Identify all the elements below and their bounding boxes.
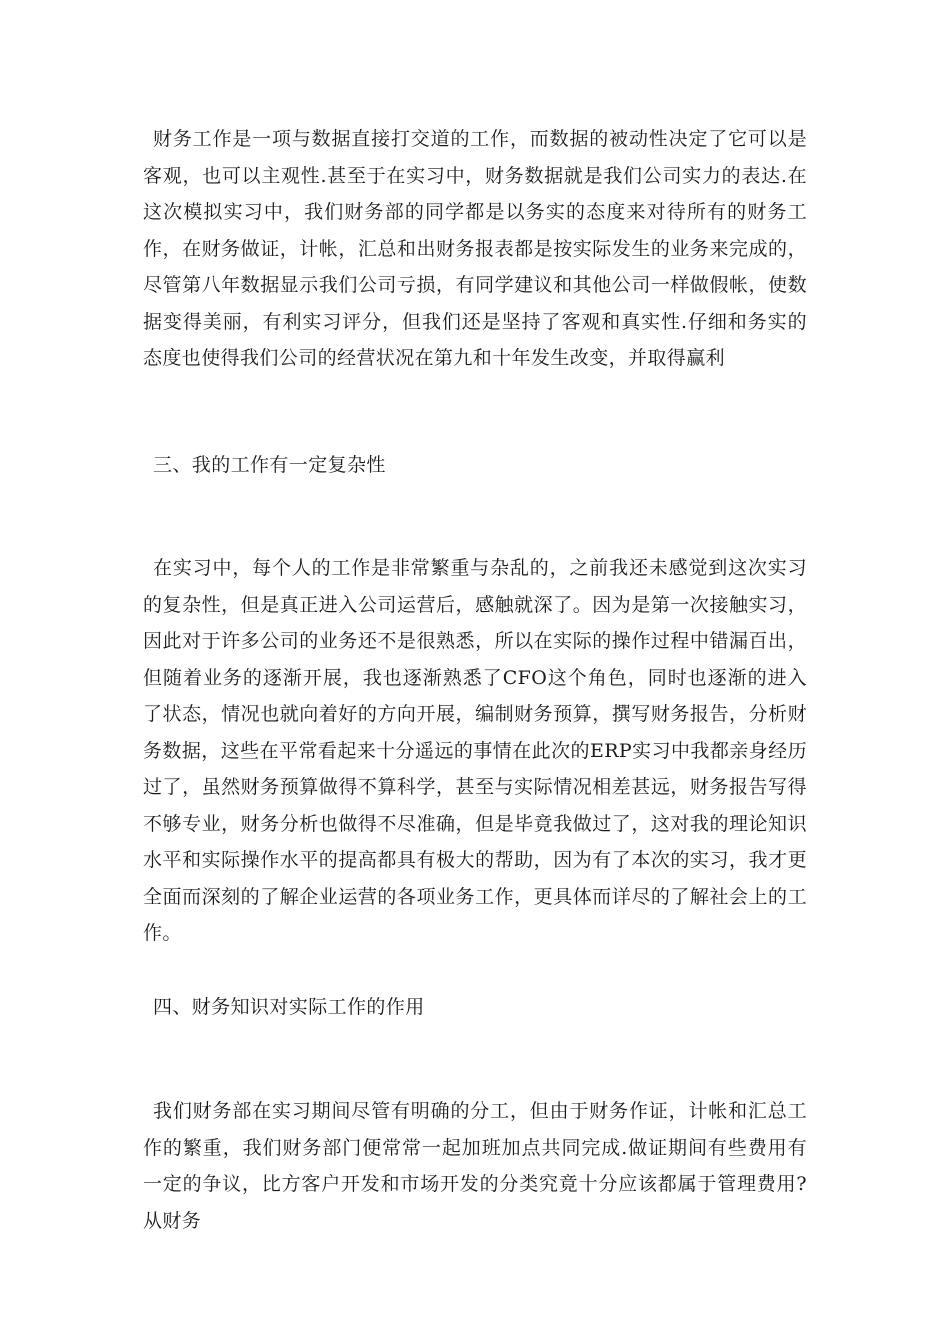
- section-heading: 三、我的工作有一定复杂性: [153, 454, 386, 476]
- body-paragraph: 在实习中，每个人的工作是非常繁重与杂乱的，之前我还未感觉到这次实习的复杂性，但是真正进入公司运营后，感触就深了。因为是第一次接触实习，因此对于许多公司的业务还不是很熟悉，所以在实际的操作过程中错漏百出，但随着业务的逐渐开展，我也逐渐熟悉了CFO这个角色，同时也逐渐的进入了状态，情况也就向着好的方向开展，编制财务预算，撰写财务报告，分析财务数据，这些在平常看起来十分遥远的事情在此次的ERP实习中我都亲身经历过了，虽然财务预算做得不算科学，甚至与实际情况相差甚远，财务报告写得不够专业，财务分析也做得不尽准确，但是毕竟我做过了，这对我的理论知识水平和实际操作水平的提高都具有极大的帮助，因为有了本次的实习，我才更全面而深刻的了解企业运营的各项业务工作，更具体而详尽的了解社会上的工作。: [143, 557, 807, 944]
- body-paragraph: 我们财务部在实习期间尽管有明确的分工，但由于财务作证，计帐和汇总工作的繁重，我们财务部门便常常一起加班加点共同完成.做证期间有些费用有一定的争议，比方客户开发和市场开发的分类究竟十分应该都属于管理费用?从财务: [143, 1100, 807, 1232]
- section-heading: 四、财务知识对实际工作的作用: [153, 996, 425, 1018]
- body-paragraph: 财务工作是一项与数据直接打交道的工作，而数据的被动性决定了它可以是客观，也可以主观性.甚至于在实习中，财务数据就是我们公司实力的表达.在这次模拟实习中，我们财务部的同学都是以务实的态度来对待所有的财务工作，在财务做证，计帐，汇总和出财务报表都是按实际发生的业务来完成的，尽管第八年数据显示我们公司亏损，有同学建议和其他公司一样做假帐，使数据变得美丽，有利实习评分，但我们还是坚持了客观和真实性.仔细和务实的态度也使得我们公司的经营状况在第九和十年发生改变，并取得赢利: [143, 128, 807, 369]
